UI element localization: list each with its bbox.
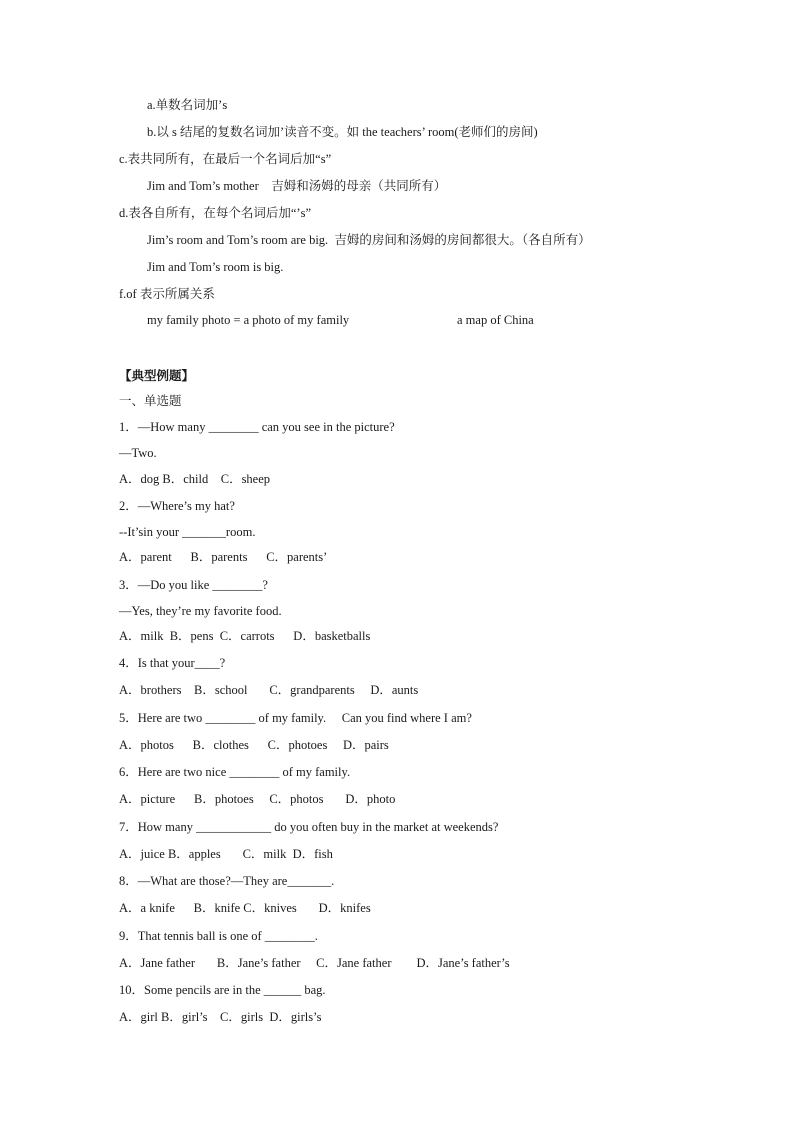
question-text: 10．Some pencils are in the ______ bag.: [119, 983, 326, 997]
question-text: 7．How many ____________ do you often buy in the market at weekends?: [119, 820, 499, 834]
rule-c: c.表共同所有，在最后一个名词后加“s”: [119, 152, 332, 166]
question-options: A．girl B．girl’s C．girls D．girls’s: [119, 1010, 322, 1024]
question-text: 6．Here are two nice ________ of my family.: [119, 765, 351, 779]
question-text: 9．That tennis ball is one of ________.: [119, 929, 318, 943]
question-options: A．photos B．clothes C．photoes D．pairs: [119, 738, 389, 752]
question-options: A．milk B．pens C．carrots D．basketballs: [119, 629, 371, 643]
rule-f-example-right: a map of China: [457, 313, 534, 327]
section-subheading: 一、单选题: [119, 394, 182, 408]
rule-f-example-left: my family photo = a photo of my family: [147, 313, 350, 327]
question-text: 8．—What are those?—They are_______.: [119, 874, 335, 888]
section-heading: 【典型例题】: [119, 369, 195, 383]
question-text: 3．—Do you like ________?: [119, 578, 268, 592]
rule-d-example-2: Jim and Tom’s room is big.: [147, 260, 284, 274]
rule-c-example: Jim and Tom’s mother 吉姆和汤姆的母亲（共同所有）: [147, 179, 447, 193]
question-options: A．a knife B．knife C．knives D．knifes: [119, 901, 371, 915]
rule-d-example-1: Jim’s room and Tom’s room are big. 吉姆的房间和汤姆的房间都很大。（各自所有）: [147, 233, 591, 247]
rule-a: a.单数名词加’s: [147, 98, 228, 112]
question-options: A．juice B．apples C．milk D．fish: [119, 847, 333, 861]
question-options: A．Jane father B．Jane’s father C．Jane father D．Jane’s father’s: [119, 956, 510, 970]
question-options: A．parent B．parents C．parents’: [119, 550, 328, 564]
question-text: 4．Is that your____?: [119, 656, 226, 670]
question-answer-line: —Yes, they’re my favorite food.: [119, 604, 282, 618]
question-options: A．picture B．photoes C．photos D．photo: [119, 792, 396, 806]
rule-d: d.表各自所有，在每个名词后加“’s”: [119, 206, 311, 220]
question-options: A．brothers B．school C．grandparents D．aunts: [119, 683, 419, 697]
question-answer-line: --It’sin your _______room.: [119, 525, 256, 539]
question-text: 2．—Where’s my hat?: [119, 499, 235, 513]
question-text: 5．Here are two ________ of my family. Can you find where I am?: [119, 711, 472, 725]
rule-b: b.以 s 结尾的复数名词加’读音不变。如 the teachers’ room(老师们的房间): [147, 125, 538, 139]
question-options: A．dog B．child C．sheep: [119, 472, 271, 486]
rule-f: f.of 表示所属关系: [119, 287, 215, 301]
question-text: 1．—How many ________ can you see in the picture?: [119, 420, 395, 434]
question-answer-line: —Two.: [119, 446, 157, 460]
